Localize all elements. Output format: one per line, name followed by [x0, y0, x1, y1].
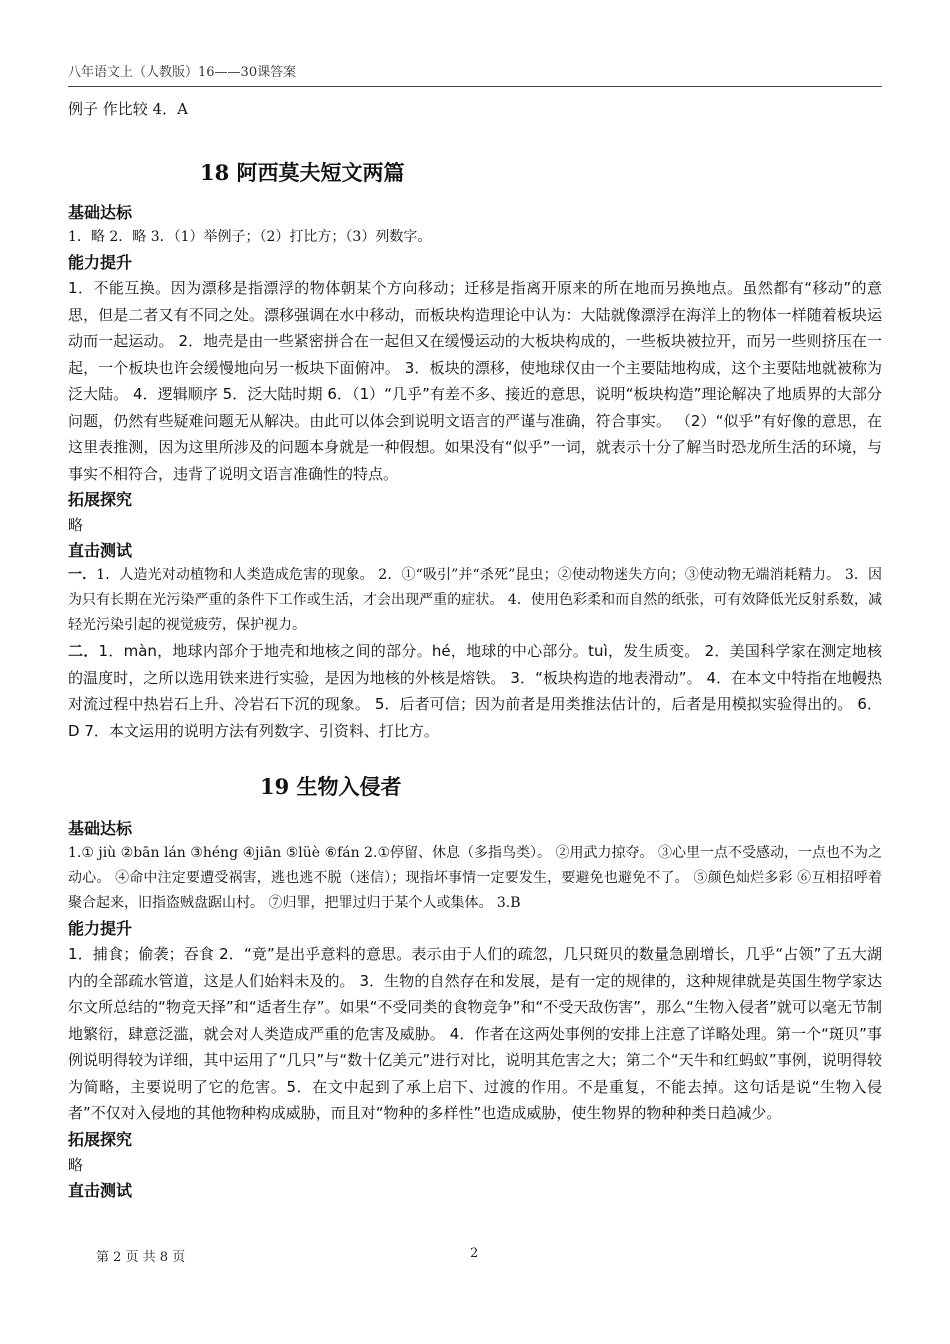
lesson-18-basic-text: 1．略 2．略 3．（1）举例子；（2）打比方；（3）列数字。 [68, 229, 432, 245]
lesson-19-ability-text: 1．捕食；偷袭；吞食 2．“竟”是出乎意料的意思。表示由于人们的疏忽，几只斑贝的数量急剧增长，几乎“占领”了五大湖内的全部疏水管道，这是人们始料未及的。 3．生物的自然存在和发展，是有一定的规律的，这种规律就是英国生物学家达尔文所总结的“物竞天择”和“适者生存”。如果“不受同类的食物竞争”和“不受天敌伤害”，那么“生物入侵者”就可以毫无节制地繁衍，肆意泛滥，就会对人类造成严重的危害及威胁。 4．作者在这两处事例的安排上注意了详略处理。第一个“斑贝”事例说明得较为详细，其中运用了“几只”与“数十亿美元”进行对比，说明其危害之大；第二个“天牛和红蚂蚁”事例，说明得较为简略，主要说明了它的危害。5．在文中起到了承上启下、过渡的作用。不是重复，不能去掉。这句话是说“生物入侵者”不仅对入侵地的其他物种构成威胁，而且对“物种的多样性”也造成威胁，使生物界的物种种类日趋减少。 [68, 945, 882, 1122]
intro-line: 例子 作比较 4．A [68, 100, 188, 118]
lesson-18-basic-heading: 基础达标 [68, 203, 133, 222]
lesson-18-test-heading: 直击测试 [68, 541, 133, 560]
lesson-18-title: 18 阿西莫夫短文两篇 [200, 160, 405, 185]
lesson-19-explore-heading: 拓展探究 [68, 1129, 133, 1149]
footer-page-info: 第 2 页 共 8 页 [96, 1250, 186, 1265]
test-part2-label: 二． [68, 642, 99, 660]
page-content [68, 94, 882, 1203]
lesson-19-ability-heading: 能力提升 [68, 919, 133, 938]
lesson-18-ability-heading: 能力提升 [68, 253, 133, 272]
lesson-19-basic-heading: 基础达标 [68, 819, 133, 838]
lesson-19-basic-text: 1.① jiù ②bān lán ③héng ④jiān ⑤lüè ⑥fán 2.①停留、休息（多指鸟类）。 ②用武力掠夺。 ③心里一点不受感动，一点也不为之动心。 ④命中注定要遭受祸害，逃也逃不脱（迷信）；现指坏事情一定要发生，要避免也避免不了。 ⑤颜色灿烂多彩 ⑥互相招呼着聚合起来，旧指盗贼盘踞山村。 ⑦归罪，把罪过归于某个人或集体。 3.B [68, 845, 882, 911]
footer-page-number: 2 [470, 1246, 479, 1261]
lesson-18-ability-text: 1．不能互换。因为漂移是指漂浮的物体朝某个方向移动；迁移是指离开原来的所在地而另换地点。虽然都有“移动”的意思，但是二者又有不同之处。漂移强调在水中移动，而板块构造理论中认为：大陆就像漂浮在海洋上的物体一样随着板块运动而一起运动。 2．地壳是由一些紧密拼合在一起但又在缓慢运动的大板块构成的，一些板块被拉开，而另一些则挤压在一起，一个板块也许会缓慢地向另一板块下面俯冲。 3．板块的漂移，使地球仅由一个主要陆地构成，这个主要陆地就被称为泛大陆。 4．逻辑顺序 5．泛大陆时期 6．（1）“几乎”有差不多、接近的意思，说明“板块构造”理论解决了地质界的大部分问题，仍然有些疑难问题无从解决。由此可以体会到说明文语言的严谨与准确，符合事实。 （2）“似乎”有好像的意思，在这里表推测，因为这里所涉及的问题本身就是一种假想。如果没有“似乎”一词，就表示十分了解当时恐龙所生活的环境，与事实不相符合，违背了说明文语言准确性的特点。 [68, 279, 882, 483]
test-part1-label: 一． [68, 567, 97, 583]
test-part2-text: 1．màn，地球内部介于地壳和地核之间的部分。hé，地球的中心部分。tuì，发生质变。 2．美国科学家在测定地核的温度时，之所以选用铁来进行实验，是因为地核的外核是熔铁。 3．“板块构造的地表滑动”。 4．在本文中特指在地幔热对流过程中热岩石上升、冷岩石下沉的现象。 5．后者可信；因为前者是用类推法估计的，后者是用模拟实验得出的。 6．D 7．本文运用的说明方法有列数字、引资料、打比方。 [68, 642, 882, 740]
lesson-19-test-heading: 直击测试 [68, 1180, 133, 1200]
lesson-19-title: 19 生物入侵者 [260, 774, 402, 799]
lesson-18-explore-text: 略 [68, 516, 84, 534]
page-header: 八年语文上（人教版）16——30课答案 [68, 64, 882, 87]
lesson-18-test-part2 [68, 638, 882, 744]
lesson-19-explore-text: 略 [68, 1155, 84, 1174]
lesson-18-test-part1 [68, 563, 882, 638]
lesson-18-explore-heading: 拓展探究 [68, 490, 133, 509]
test-part1-text: 1．人造光对动植物和人类造成危害的现象。 2．①“吸引”并“杀死”昆虫；②使动物迷失方向；③使动物无端消耗精力。 3．因为只有长期在光污染严重的条件下工作或生活，才会出现严重的症状。 4．使用色彩柔和而自然的纸张，可有效降低光反射系数，减轻光污染引起的视觉疲劳，保护视力。 [68, 567, 883, 633]
